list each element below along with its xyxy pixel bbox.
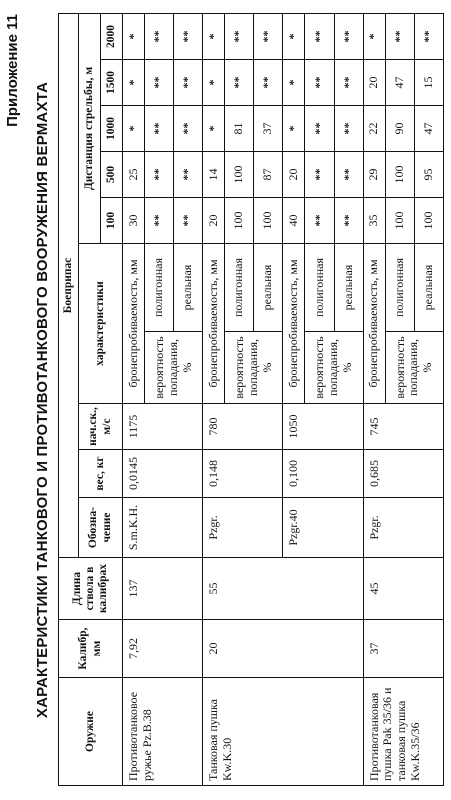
header-velocity: нач.ск., м/с	[79, 404, 123, 450]
ammo-designation: Pzgr.40	[283, 498, 363, 558]
table-cell: *	[283, 13, 305, 59]
ammo-velocity: 1175	[123, 404, 203, 450]
label-penetration: бронепробиваемость, мм	[203, 244, 225, 404]
table-cell: *	[203, 13, 225, 59]
table-cell: **	[174, 198, 203, 244]
weapon-name: Противотанковая пушка Pak 35/36 и танковая пушка Kw.K.35/36	[363, 678, 443, 786]
table-cell: **	[145, 198, 174, 244]
table-row	[203, 13, 225, 785]
table-cell: **	[145, 60, 174, 106]
table-cell: **	[145, 106, 174, 152]
table-cell: *	[283, 106, 305, 152]
weapon-barrel: 55	[203, 558, 363, 620]
label-polygon: полигонная	[225, 244, 254, 332]
label-probability: вероятность попадания, %	[385, 332, 443, 404]
table-cell: **	[174, 152, 203, 198]
ammo-weight: 0,685	[363, 450, 443, 498]
table-cell: **	[145, 152, 174, 198]
table-cell: 35	[363, 198, 385, 244]
table-row	[123, 13, 145, 785]
label-polygon: полигонная	[145, 244, 174, 332]
header-distance-2000: 2000	[101, 13, 123, 59]
ammo-designation: S.m.K.H.	[123, 498, 203, 558]
header-distance-1000: 1000	[101, 106, 123, 152]
table-cell: **	[305, 198, 334, 244]
header-ammo: Боеприпас	[59, 13, 79, 557]
label-polygon: полигонная	[385, 244, 414, 332]
table-cell: 95	[414, 152, 443, 198]
table-cell: *	[123, 13, 145, 59]
ammo-velocity: 1050	[283, 404, 363, 450]
table-cell: **	[145, 13, 174, 59]
label-penetration: бронепробиваемость, мм	[123, 244, 145, 404]
table-cell: 47	[414, 106, 443, 152]
table-cell: **	[225, 13, 254, 59]
ammo-designation: Pzgr.	[203, 498, 283, 558]
weapons-table	[58, 13, 444, 786]
table-cell: **	[174, 60, 203, 106]
header-distance: Дистанция стрельбы, м	[79, 13, 101, 243]
header-caliber: Калибр, мм	[59, 620, 123, 678]
header-designation: Обозна-чение	[79, 498, 123, 558]
table-cell: *	[203, 60, 225, 106]
table-cell: 47	[385, 60, 414, 106]
table-cell: 25	[123, 152, 145, 198]
table-cell: 20	[203, 198, 225, 244]
ammo-weight: 0,100	[283, 450, 363, 498]
header-weapon: Оружие	[59, 678, 123, 786]
label-real: реальная	[254, 244, 283, 332]
weapon-barrel: 137	[123, 558, 203, 620]
table-cell: 20	[283, 152, 305, 198]
table-cell: **	[305, 60, 334, 106]
table-cell: 100	[225, 198, 254, 244]
table-cell: 87	[254, 152, 283, 198]
label-penetration: бронепробиваемость, мм	[363, 244, 385, 404]
ammo-designation: Pzgr.	[363, 498, 443, 558]
label-real: реальная	[174, 244, 203, 332]
table-cell: **	[334, 198, 363, 244]
table-cell: 100	[385, 198, 414, 244]
table-cell: **	[254, 60, 283, 106]
label-polygon: полигонная	[305, 244, 334, 332]
label-probability: вероятность попадания, %	[145, 332, 203, 404]
table-cell: 90	[385, 106, 414, 152]
table-cell: 14	[203, 152, 225, 198]
weapon-name: Противотанковое ружье Pz.B.38	[123, 678, 203, 786]
table-cell: **	[334, 152, 363, 198]
table-cell: *	[123, 106, 145, 152]
table-cell: 81	[225, 106, 254, 152]
table-cell: **	[334, 106, 363, 152]
ammo-velocity: 745	[363, 404, 443, 450]
table-cell: 40	[283, 198, 305, 244]
table-cell: *	[203, 106, 225, 152]
header-distance-1500: 1500	[101, 60, 123, 106]
weapon-barrel: 45	[363, 558, 443, 620]
table-cell: **	[225, 60, 254, 106]
table-cell: 30	[123, 198, 145, 244]
table-cell: **	[305, 152, 334, 198]
table-cell: 20	[363, 60, 385, 106]
weapon-name: Танковая пушка Kw.K.30	[203, 678, 363, 786]
label-probability: вероятность попадания, %	[225, 332, 283, 404]
table-cell: 22	[363, 106, 385, 152]
appendix-label: Приложение 11	[4, 14, 21, 127]
header-distance-100: 100	[101, 198, 123, 244]
table-cell: 100	[254, 198, 283, 244]
table-cell: **	[305, 106, 334, 152]
table-cell: *	[363, 13, 385, 59]
ammo-weight: 0,0145	[123, 450, 203, 498]
table-cell: **	[174, 13, 203, 59]
table-cell: 100	[414, 198, 443, 244]
table-cell: *	[283, 60, 305, 106]
weapon-caliber: 20	[203, 620, 363, 678]
weapon-caliber: 7,92	[123, 620, 203, 678]
page-title: ХАРАКТЕРИСТИКИ ТАНКОВОГО И ПРОТИВОТАНКОВОГО ВООРУЖЕНИЯ ВЕРМАХТА	[34, 81, 51, 719]
label-real: реальная	[334, 244, 363, 332]
table-cell: **	[254, 13, 283, 59]
table-cell: 100	[385, 152, 414, 198]
weapon-caliber: 37	[363, 620, 443, 678]
table-cell: **	[334, 60, 363, 106]
table-cell: 15	[414, 60, 443, 106]
label-penetration: бронепробиваемость, мм	[283, 244, 305, 404]
ammo-velocity: 780	[203, 404, 283, 450]
table-cell: *	[123, 60, 145, 106]
table-cell: **	[414, 13, 443, 59]
table-cell: **	[334, 13, 363, 59]
table-cell: **	[174, 106, 203, 152]
table-cell: 29	[363, 152, 385, 198]
label-probability: вероятность попадания, %	[305, 332, 363, 404]
header-weight: вес, кг	[79, 450, 123, 498]
table-cell: 100	[225, 152, 254, 198]
label-real: реальная	[414, 244, 443, 332]
table-cell: 37	[254, 106, 283, 152]
header-barrel: Длина ствола в калибрах	[59, 558, 123, 620]
table-row	[363, 13, 385, 785]
table-cell: **	[385, 13, 414, 59]
header-characteristics: характеристики	[79, 244, 123, 404]
table-cell: **	[305, 13, 334, 59]
header-distance-500: 500	[101, 152, 123, 198]
ammo-weight: 0,148	[203, 450, 283, 498]
